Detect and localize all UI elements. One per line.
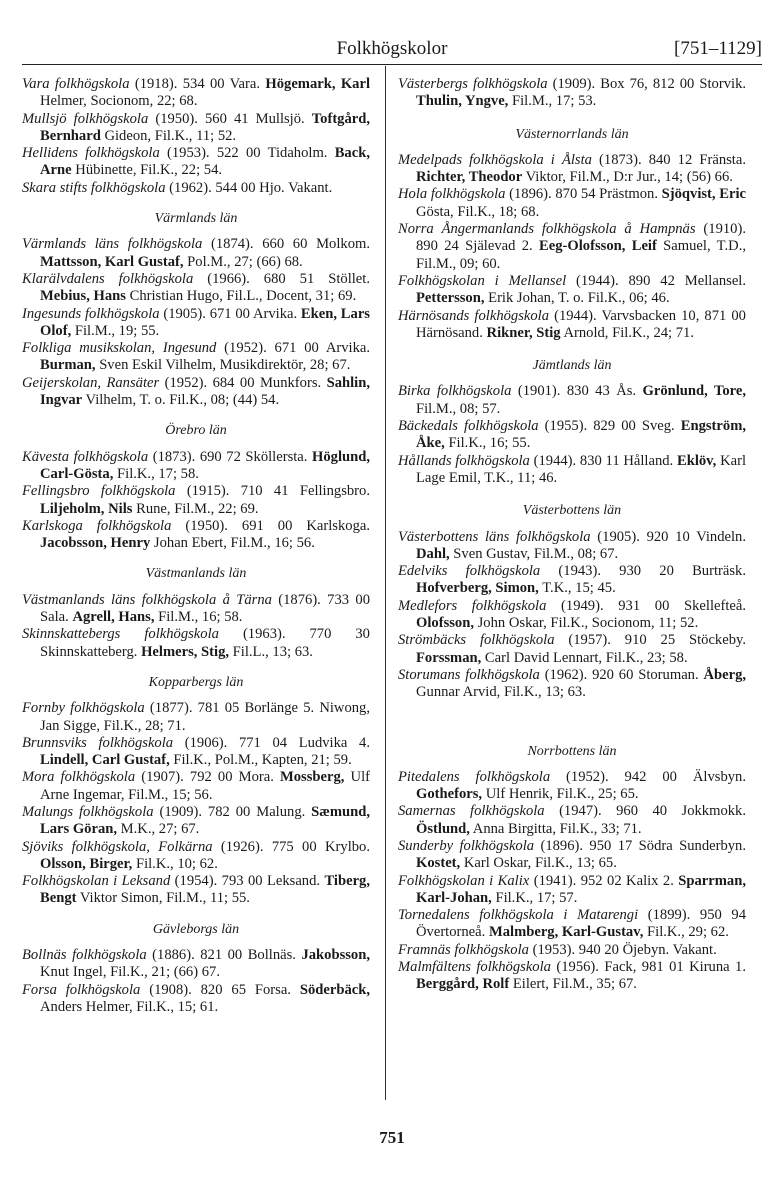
entry-group [398,152,746,342]
school-name: Bollnäs folkhögskola [22,947,147,964]
principal-name: Pettersson, [416,290,485,307]
school-entry [22,947,370,982]
principal-details: Eilert, Fil.M., 35; 67. [509,976,637,993]
school-entry [398,959,746,994]
spacer [398,702,746,730]
school-entry [398,803,746,838]
school-address: (1899). 950 94 Övertorneå. [416,907,746,941]
entry-group [398,529,746,702]
principal-details: Karl Lage Emil, T.K., 11; 46. [416,452,746,486]
school-address: (1953). 940 20 Öjebyn. Vakant. [528,941,717,958]
school-name: Västerbergs folkhögskola [398,76,548,92]
school-entry [22,306,370,341]
school-entry [22,236,370,271]
principal-name: Eeg-Olofsson, Leif [539,238,657,255]
school-name: Medelpads folkhögskola i Ålsta [398,151,592,168]
school-address: (1909). 782 00 Malung. [153,803,312,820]
school-entry [22,735,370,770]
school-address: (1944). 890 42 Mellansel. [566,272,746,289]
principal-details: Sven Gustav, Fil.M., 08; 67. [449,545,619,562]
school-address: (1915). 710 41 Fellingsbro. [175,483,370,500]
region-heading: Västmanlands län [145,566,247,582]
school-address: (1906). 771 04 Ludvika 4. [173,734,370,751]
page-range: [751–1129] [674,38,762,59]
principal-name: Olsson, Birger, [40,855,133,872]
school-name: Fornby folkhögskola [22,700,145,717]
school-address: (1966). 680 51 Stöllet. [193,270,370,287]
principal-details: Fil.K., 17; 58. [113,465,199,482]
region-heading: Västerbottens län [522,503,622,519]
school-entry [398,769,746,804]
school-name: Mora folkhögskola [22,769,136,786]
school-address: (1907). 792 00 Mora. [135,769,280,786]
principal-name: Back, Arne [40,145,370,179]
school-name: Malungs folkhögskola [22,803,154,820]
school-entry [22,180,370,197]
principal-details: Anders Helmer, Fil.K., 15; 61. [40,998,219,1015]
school-address: (1896). 950 17 Södra Sunderbyn. [534,837,746,854]
school-entry [398,383,746,418]
school-name: Pitedalens folkhögskola [398,768,551,785]
principal-name: Höglund, Carl-Gösta, [40,448,370,482]
entry-group [22,947,370,1016]
school-name: Forsa folkhögskola [22,981,141,998]
school-entry [22,111,370,146]
school-name: Bäckedals folkhögskola [398,418,539,435]
principal-name: Toftgård, Bernhard [40,110,371,144]
header-rule [22,64,762,65]
school-address: (1910). 890 24 Själevad 2. [416,221,746,255]
entry-group [398,76,746,111]
principal-name: Hofverberg, Simon, [416,580,539,597]
school-address: (1944). Varvsbacken 10, 871 00 Härnösand. [416,307,746,341]
school-entry [398,76,746,111]
principal-name: Eken, Lars Olof, [40,305,370,339]
principal-details: Fil.M., 16; 58. [154,609,243,626]
school-name: Framnäs folkhögskola [398,941,529,958]
right-column [398,76,746,994]
school-name: Folkhögskolan i Mellansel [398,272,567,289]
entry-group [22,449,370,553]
principal-details: Arnold, Fil.K., 24; 71. [560,324,694,341]
school-name: Edelviks folkhögskola [398,563,541,580]
school-address: (1950). 560 41 Mullsjö. [148,110,312,127]
principal-details: Fil.M., 19; 55. [71,322,160,339]
school-address: (1963). 770 30 Skinnskatteberg. [40,626,370,660]
school-name: Västerbottens läns folkhögskola [398,528,591,545]
entry-group [398,383,746,487]
school-name: Västmanlands läns folkhögskola å Tärna [22,591,272,608]
school-name: Folkhögskolan i Kalix [398,872,530,889]
principal-name: Olofsson, [416,615,474,632]
column-divider [385,66,386,1100]
principal-details: Pol.M., 27; (66) 68. [183,253,303,270]
school-name: Storumans folkhögskola [398,666,540,683]
school-entry [398,632,746,667]
school-entry [398,873,746,908]
school-name: Vara folkhögskola [22,76,130,92]
school-entry [398,273,746,308]
school-address: (1952). 942 00 Älvsbyn. [550,768,746,785]
school-name: Folkliga musikskolan, Ingesund [22,340,217,357]
principal-name: Burman, [40,357,96,374]
school-address: (1950). 691 00 Karlskoga. [171,517,371,534]
school-address: (1877). 781 05 Borlänge 5. Niwong, Jan Sigge, Fil.K., 28; 71. [40,700,370,734]
region-heading: Örebro län [165,423,227,439]
school-name: Sjöviks folkhögskola, Folkärna [22,838,213,855]
school-entry [398,838,746,873]
school-address: (1952). 684 00 Munkfors. [159,374,327,391]
school-name: Kävesta folkhögskola [22,448,149,465]
principal-name: Forssman, [416,649,482,666]
school-address: (1873). 690 72 Sköllersta. [148,448,312,465]
school-entry [22,271,370,306]
principal-details: Knut Ingel, Fil.K., 21; (66) 67. [40,964,220,981]
school-address: (1949). 931 00 Skellefteå. [546,597,746,614]
principal-name: Jacobsson, Henry [40,535,151,552]
page-number: 751 [379,1128,405,1147]
school-address: (1918). 534 00 Vara. [129,76,266,92]
school-name: Fellingsbro folkhögskola [22,483,176,500]
school-entry [398,563,746,598]
principal-name: Mebius, Hans [40,288,126,305]
school-entry [398,598,746,633]
school-address: (1905). 920 10 Vindeln. [590,528,746,545]
school-address: (1873). 840 12 Fränsta. [591,151,746,168]
school-address: (1909). Box 76, 812 00 Storvik. [547,76,747,92]
region-heading: Kopparbergs län [148,674,244,690]
school-entry [22,340,370,375]
principal-name: Eklöv, [676,452,717,469]
school-name: Härnösands folkhögskola [398,307,550,324]
principal-details: Karl Oskar, Fil.K., 13; 65. [460,855,617,872]
school-entry [398,152,746,187]
school-entry [398,529,746,564]
school-entry [22,483,370,518]
school-address: (1953). 522 00 Tidaholm. [159,145,335,162]
school-address: (1947). 960 40 Jokkmokk. [544,803,746,820]
running-title: Folkhögskolor [336,38,448,59]
region-heading: Västernorrlands län [515,126,629,142]
principal-name: Grönlund, Tore, [642,383,746,400]
principal-name: Högemark, Karl [265,76,371,92]
school-address: (1955). 829 00 Sveg. [538,418,681,435]
principal-name: Östlund, [416,820,470,837]
principal-name: Mattsson, Karl Gustaf, [40,253,184,270]
principal-name: Thulin, Yngve, [416,93,509,110]
principal-details: Gideon, Fil.K., 11; 52. [100,127,237,144]
school-name: Värmlands läns folkhögskola [22,236,203,253]
school-entry [22,839,370,874]
school-name: Hellidens folkhögskola [22,145,160,162]
principal-name: Dahl, [416,545,450,562]
school-name: Skara stifts folkhögskola [22,179,166,196]
school-address: (1941). 952 02 Kalix 2. [529,872,679,889]
school-name: Strömbäcks folkhögskola [398,632,555,649]
principal-name: Malmberg, Karl-Gustav, [488,924,644,941]
principal-details: Samuel, T.D., Fil.M., 09; 60. [416,238,746,272]
school-address: (1952). 671 00 Arvika. [216,340,370,357]
school-entry [22,804,370,839]
principal-details: Fil.M., 08; 57. [416,400,501,417]
school-entry [398,907,746,942]
principal-name: Sæmund, Lars Göran, [40,803,370,838]
principal-name: Lindell, Carl Gustaf, [40,752,170,769]
principal-name: Berggård, Rolf [416,976,510,993]
entry-group [398,769,746,994]
principal-details: Rune, Fil.M., 22; 69. [132,500,259,517]
principal-name: Kostet, [416,855,461,872]
region-heading: Gävleborgs län [152,921,240,937]
region-heading: Norrbottens län [527,743,617,759]
school-name: Samernas folkhögskola [398,803,545,820]
school-name: Mullsjö folkhögskola [22,110,149,127]
school-name: Geijerskolan, Ransäter [22,374,160,391]
principal-name: Liljeholm, Nils [40,500,133,517]
school-name: Folkhögskolan i Leksand [22,873,171,890]
school-entry [22,518,370,553]
school-name: Norra Ångermanlands folkhögskola å Hampnäs [398,221,696,238]
school-entry [398,308,746,343]
principal-details: Gösta, Fil.K., 18; 68. [416,203,540,220]
principal-details: Helmer, Socionom, 22; 68. [40,93,198,110]
principal-name: Rikner, Stig [486,324,561,341]
school-address: (1886). 821 00 Bollnäs. [146,947,302,964]
principal-details: T.K., 15; 45. [538,580,616,597]
principal-name: Söderbäck, [299,981,370,998]
principal-details: Fil.K., 17; 57. [491,889,578,906]
principal-details: M.K., 27; 67. [117,821,200,838]
principal-details: Ulf Henrik, Fil.K., 25; 65. [482,786,639,803]
principal-details: Vilhelm, T. o. Fil.K., 08; (44) 54. [82,392,280,409]
principal-details: Sven Eskil Vilhelm, Musikdirektör, 28; 67. [95,357,351,374]
school-name: Brunnsviks folkhögskola [22,734,174,751]
entry-group [22,700,370,908]
principal-name: Gothefors, [416,786,483,803]
principal-details: Fil.K., 10; 62. [132,855,218,872]
school-entry [398,453,746,488]
school-name: Tornedalens folkhögskola i Matarengi [398,907,639,924]
principal-details: Anna Birgitta, Fil.K., 33; 71. [469,820,642,837]
school-name: Ingesunds folkhögskola [22,305,160,322]
school-name: Skinnskattebergs folkhögskola [22,626,219,643]
school-entry [22,592,370,627]
principal-details: Gunnar Arvid, Fil.K., 13; 63. [416,684,586,701]
school-name: Malmfältens folkhögskola [398,959,551,976]
school-entry [398,418,746,453]
principal-name: Jakobsson, [301,947,370,964]
principal-details: Fil.K., 16; 55. [444,435,531,452]
region-heading: Värmlands län [154,211,238,227]
school-address: (1962). 544 00 Hjo. Vakant. [165,179,333,196]
school-entry [398,667,746,702]
principal-details: Viktor, Fil.M., D:r Jur., 14; (56) 66. [522,169,733,186]
school-address: (1896). 870 54 Prästmon. [505,186,662,203]
school-address: (1908). 820 65 Forsa. [140,981,300,998]
school-address: (1956). Fack, 981 01 Kiruna 1. [550,959,746,976]
school-address: (1943). 930 20 Burträsk. [540,563,746,580]
principal-name: Mossberg, [279,769,345,786]
school-entry [398,942,746,959]
school-name: Karlskoga folkhögskola [22,517,172,534]
entry-group [22,592,370,661]
entry-group [22,236,370,409]
school-address: (1962). 920 60 Storuman. [539,666,704,683]
principal-details: Fil.L., 13; 63. [229,643,313,660]
principal-details: Viktor Simon, Fil.M., 11; 55. [76,890,250,907]
principal-details: Christian Hugo, Fil.L., Docent, 31; 69. [125,288,357,305]
school-name: Birka folkhögskola [398,383,512,400]
school-address: (1957). 910 25 Stöckeby. [554,632,746,649]
principal-name: Agrell, Hans, [72,609,155,626]
principal-details: Fil.K., 29; 62. [643,924,729,941]
school-entry [22,873,370,908]
school-name: Hållands folkhögskola [398,452,530,469]
principal-name: Richter, Theodor [416,169,523,186]
principal-details: Johan Ebert, Fil.M., 16; 56. [150,535,315,552]
principal-name: Sparrman, Karl-Johan, [416,872,746,906]
school-entry [22,375,370,410]
principal-details: Carl David Lennart, Fil.K., 23; 58. [481,649,688,666]
school-address: (1944). 830 11 Hålland. [529,452,677,469]
principal-name: Åberg, [703,666,747,683]
principal-details: Ulf Arne Ingemar, Fil.M., 15; 56. [40,769,370,803]
entry-group [22,76,370,197]
school-name: Sunderby folkhögskola [398,837,535,854]
principal-name: Sjöqvist, Eric [661,186,746,203]
school-entry [22,76,370,111]
school-address: (1874). 660 60 Molkom. [202,236,370,253]
principal-name: Engström, Åke, [416,418,747,452]
school-entry [22,145,370,180]
school-entry [22,982,370,1017]
school-address: (1954). 793 00 Leksand. [170,873,325,890]
principal-details: Erik Johan, T. o. Fil.K., 06; 46. [484,290,670,307]
principal-details: Hübinette, Fil.K., 22; 54. [71,162,223,179]
school-name: Medlefors folkhögskola [398,597,547,614]
school-name: Klarälvdalens folkhögskola [22,270,194,287]
school-entry [398,186,746,221]
school-entry [22,769,370,804]
school-address: (1926). 775 00 Krylbo. [212,838,370,855]
page-header [22,38,762,64]
school-address: (1905). 671 00 Arvika. [159,305,301,322]
school-entry [22,449,370,484]
principal-name: Tiberg, Bengt [40,873,370,907]
principal-details: John Oskar, Fil.K., Socionom, 11; 52. [473,615,699,632]
principal-details: Fil.M., 17; 53. [508,93,597,110]
school-address: (1876). 733 00 Sala. [40,591,370,626]
left-column [22,76,370,1016]
principal-name: Sahlin, Ingvar [40,374,370,409]
principal-name: Helmers, Stig, [141,643,230,660]
principal-details: Fil.K., Pol.M., Kapten, 21; 59. [169,752,352,769]
region-heading: Jämtlands län [532,358,612,374]
school-entry [398,221,746,273]
school-entry [22,626,370,661]
school-name: Hola folkhögskola [398,186,506,203]
school-address: (1901). 830 43 Ås. [511,383,643,400]
school-entry [22,700,370,735]
